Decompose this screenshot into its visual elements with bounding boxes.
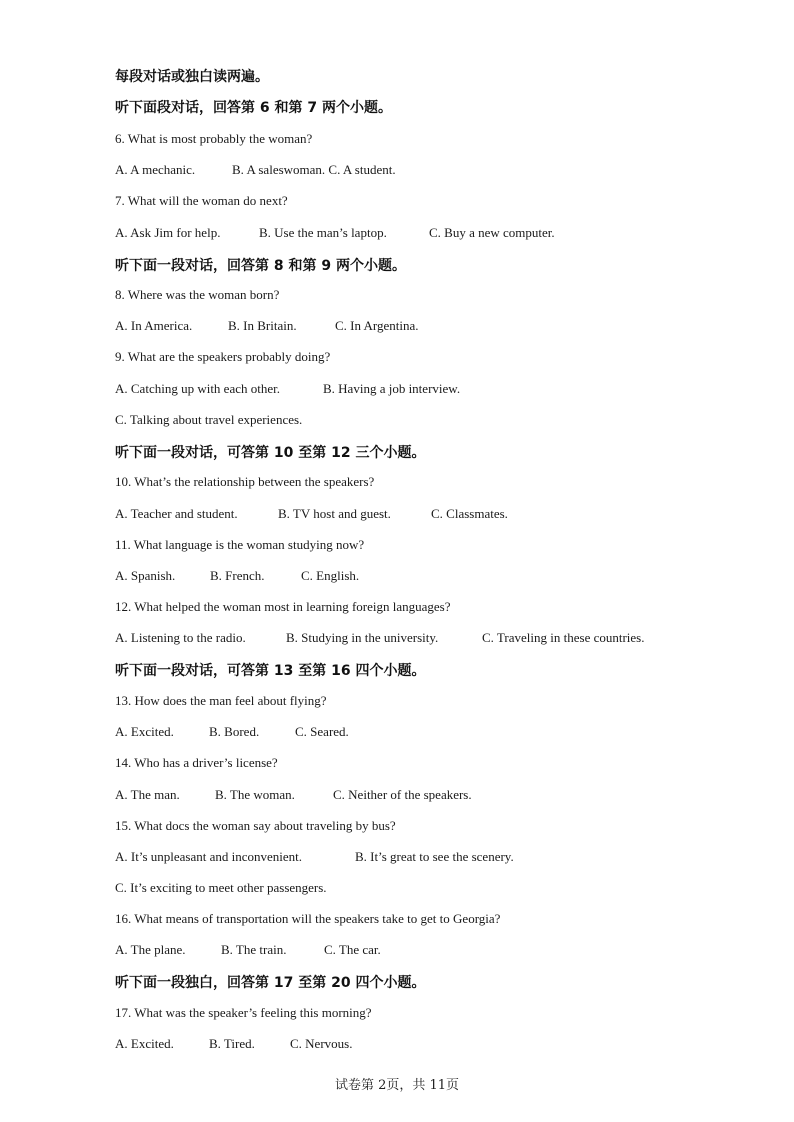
question-12: 12. What helped the woman most in learning foreign languages?: [115, 599, 451, 614]
question-10: 10. What’s the relationship between the speakers?: [115, 474, 375, 489]
option-17b: B. Tired.: [209, 1036, 255, 1051]
question-7: 7. What will the woman do next?: [115, 193, 288, 208]
section-intro: 每段对话或独白读两遍。: [115, 69, 269, 85]
section-heading-q6-7: 听下面段对话，回答第 6 和第 7 两个小题。: [115, 100, 392, 116]
option-15a: A. It’s unpleasant and inconvenient.: [115, 849, 303, 864]
question-8: 8. Where was the woman born?: [115, 287, 280, 302]
section-heading-q10-12: 听下面一段对话，可答第 10 至第 12 三个小题。: [115, 445, 426, 461]
option-15c: C. It’s exciting to meet other passengers.: [115, 880, 327, 895]
option-16b: B. The train.: [221, 942, 287, 957]
option-14b: B. The woman.: [215, 787, 295, 802]
option-8c: C. In Argentina.: [335, 318, 419, 333]
page-footer: 试卷第 2页，共 11页: [334, 1078, 460, 1093]
question-14: 14. Who has a driver’s license?: [115, 755, 278, 770]
option-13a: A. Excited.: [115, 724, 174, 739]
option-11c: C. English.: [301, 568, 360, 583]
option-12c: C. Traveling in these countries.: [482, 630, 645, 645]
option-10a: A. Teacher and student.: [115, 506, 238, 521]
option-12a: A. Listening to the radio.: [115, 630, 246, 645]
option-11a: A. Spanish.: [115, 568, 176, 583]
option-17a: A. Excited.: [115, 1036, 174, 1051]
option-13b: B. Bored.: [209, 724, 260, 739]
section-heading-q13-16: 听下面一段对话，可答第 13 至第 16 四个小题。: [115, 663, 426, 679]
question-6: 6. What is most probably the woman?: [115, 131, 313, 146]
option-10c: C. Classmates.: [431, 506, 508, 521]
option-7c: C. Buy a new computer.: [429, 225, 555, 240]
option-13c: C. Seared.: [295, 724, 349, 739]
question-16: 16. What means of transportation will the speakers take to get to Georgia?: [115, 911, 501, 926]
option-16a: A. The plane.: [115, 942, 186, 957]
option-15b: B. It’s great to see the scenery.: [355, 849, 514, 864]
option-8a: A. In America.: [115, 318, 193, 333]
option-10b: B. TV host and guest.: [278, 506, 391, 521]
option-7a: A. Ask Jim for help.: [115, 225, 221, 240]
option-12b: B. Studying in the university.: [286, 630, 439, 645]
section-heading-q17-20: 听下面一段独白，回答第 17 至第 20 四个小题。: [115, 975, 426, 991]
option-17c: C. Nervous.: [290, 1036, 353, 1051]
option-16c: C. The car.: [324, 942, 381, 957]
question-15: 15. What docs the woman say about traveling by bus?: [115, 818, 396, 833]
question-9: 9. What are the speakers probably doing?: [115, 349, 331, 364]
option-6b: B. A saleswoman. C. A student.: [232, 162, 396, 177]
question-13: 13. How does the man feel about flying?: [115, 693, 327, 708]
option-7b: B. Use the man’s laptop.: [259, 225, 387, 240]
option-9c: C. Talking about travel experiences.: [115, 412, 303, 427]
question-11: 11. What language is the woman studying now?: [115, 537, 365, 552]
question-17: 17. What was the speaker’s feeling this morning?: [115, 1005, 372, 1020]
option-14c: C. Neither of the speakers.: [333, 787, 472, 802]
option-8b: B. In Britain.: [228, 318, 297, 333]
option-6a: A. A mechanic.: [115, 162, 196, 177]
section-heading-q8-9: 听下面一段对话，回答第 8 和第 9 两个小题。: [115, 258, 406, 274]
option-9b: B. Having a job interview.: [323, 381, 461, 396]
option-11b: B. French.: [210, 568, 265, 583]
option-9a: A. Catching up with each other.: [115, 381, 280, 396]
option-14a: A. The man.: [115, 787, 180, 802]
